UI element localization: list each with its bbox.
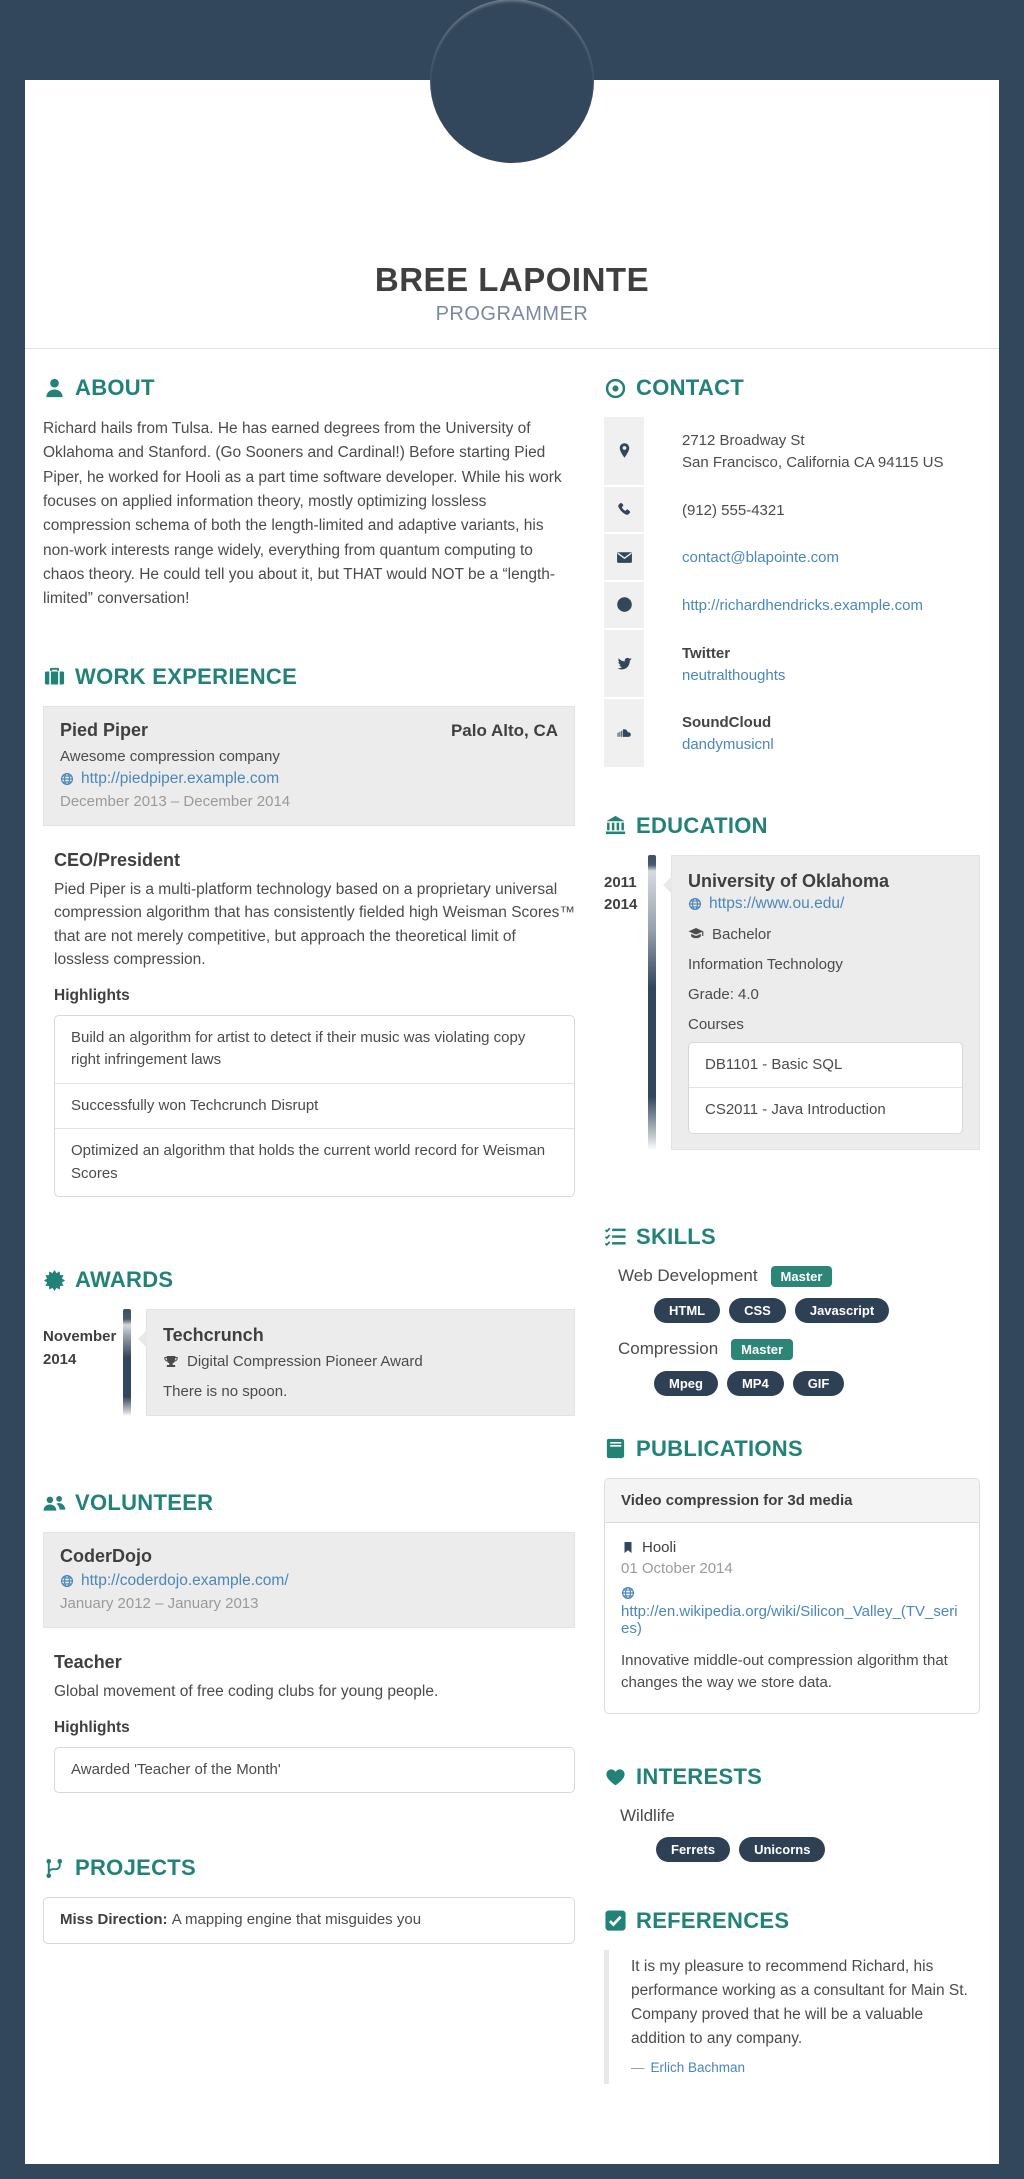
publication-summary: Innovative middle-out compression algorithm that changes the way we store data. (621, 1651, 948, 1692)
twitter-username-link[interactable]: neutralthoughts (682, 666, 786, 684)
projects-list (43, 1897, 575, 1944)
interests-heading (604, 1764, 980, 1790)
projects-heading-label: PROJECTS (75, 1855, 196, 1881)
about-text: Richard hails from Tulsa. He has earned degrees from the University of Oklahoma and Stanford. (Go Sooners and Cardinal!) Before starting Pied Piper, he worked for Hooli as a part time software developer. While his work focuses on applied information theory, mostly optimizing lossless compression schema of both the length-limited and adaptive variants, his non-work interests range widely, everything from quantum computing to chaos theory. He could tell you about it, but THAT would NOT be a “length-limited” conversation! (43, 420, 562, 608)
skill-level-badge: Master (731, 1339, 793, 1360)
education-heading-label: EDUCATION (636, 812, 768, 838)
right-column (604, 375, 980, 2084)
reference-name-link[interactable]: Erlich Bachman (650, 2059, 746, 2075)
twitter-icon (616, 655, 633, 672)
globe-icon (621, 1586, 635, 1600)
position-summary: Pied Piper is a multi-platform technology based on a proprietary universal compression algorithm that has consistently fielded high Weisman Scores™ that are not merely competitive, but approach the theoretical limit of lossless compression. (54, 880, 575, 969)
git-fork-icon (43, 1857, 66, 1880)
envelope-icon (616, 549, 633, 566)
timeline-bar (648, 855, 656, 1150)
interest-tag: Ferrets (656, 1837, 730, 1862)
about-heading (43, 375, 575, 401)
globe-icon (616, 596, 633, 613)
target-icon (604, 377, 627, 400)
soundcloud-icon (616, 725, 633, 742)
company-website-link[interactable]: http://piedpiper.example.com (81, 769, 280, 787)
skills-heading-label: SKILLS (636, 1223, 717, 1249)
company-location: Palo Alto, CA (450, 720, 558, 740)
references-heading-label: REFERENCES (636, 1907, 790, 1933)
interest-tag: Unicorns (739, 1837, 825, 1862)
start-year: 2011 (604, 873, 637, 891)
highlights-label: Highlights (54, 1718, 130, 1736)
website-link[interactable]: http://richardhendricks.example.com (682, 597, 923, 614)
course-item: CS2011 - Java Introduction (689, 1087, 962, 1133)
interest-keywords (604, 1837, 980, 1862)
profile-network: SoundCloud (682, 714, 772, 732)
project-item (44, 1898, 574, 1943)
job-title: PROGRAMMER (435, 303, 589, 325)
volunteer-position-title: Teacher (54, 1652, 122, 1673)
award-card (146, 1309, 575, 1416)
work-dates: December 2013 – December 2014 (60, 792, 291, 810)
contact-row-email (604, 534, 980, 582)
skill-tag: GIF (793, 1371, 845, 1396)
map-pin-icon (616, 442, 633, 459)
section-publications (604, 1436, 980, 1714)
volunteer-heading (43, 1490, 575, 1516)
highlight-item: Successfully won Techcrunch Disrupt (55, 1083, 574, 1129)
timeline-bar (123, 1309, 131, 1416)
email-link[interactable]: contact@blapointe.com (682, 549, 839, 567)
reference-text: It is my pleasure to recommend Richard, his performance working as a consultant for Main St. Company proved that he will be a valuable addition to any company. (631, 1957, 968, 2047)
content-columns (25, 349, 999, 2084)
company-name: Pied Piper (60, 719, 149, 740)
contact-row-twitter (604, 630, 980, 700)
skill-group (604, 1266, 980, 1287)
section-references (604, 1908, 980, 2084)
awards-heading-label: AWARDS (75, 1267, 174, 1293)
work-heading (43, 664, 575, 690)
skill-tag: Mpeg (654, 1371, 718, 1396)
section-awards (43, 1267, 575, 1444)
skill-tag: Javascript (795, 1298, 889, 1323)
volunteer-organization: CoderDojo (60, 1546, 152, 1567)
soundcloud-username-link[interactable]: dandymusicnl (682, 736, 774, 753)
globe-icon (60, 1574, 74, 1588)
globe-icon (60, 772, 74, 786)
work-heading-label: WORK EXPERIENCE (75, 663, 298, 689)
project-name: Miss Direction : (60, 1911, 172, 1928)
task-list-icon (604, 1225, 627, 1248)
work-entry-card (43, 706, 575, 826)
study-area: Information Technology (688, 955, 843, 973)
work-highlights-list (54, 1015, 575, 1198)
publication-title: Video compression for 3d media (605, 1479, 979, 1523)
education-timeline (604, 855, 980, 1178)
interest-group (604, 1806, 980, 1826)
skill-tag: CSS (729, 1298, 786, 1323)
volunteer-heading-label: VOLUNTEER (75, 1490, 214, 1516)
highlight-item: Optimized an algorithm that holds the current world record for Weisman Scores (55, 1128, 574, 1196)
grade: Grade: 4.0 (688, 985, 759, 1003)
position-title: CEO/President (54, 849, 181, 870)
publication-website-link[interactable]: http://en.wikipedia.org/wiki/Silicon_Valley_(TV_series) (621, 1602, 958, 1637)
check-square-icon (604, 1909, 627, 1932)
award-awarder: Techcrunch (163, 1325, 264, 1346)
skills-heading (604, 1224, 980, 1250)
institution-website-link[interactable]: https://www.ou.edu/ (709, 894, 845, 912)
bookmark-icon (621, 1540, 635, 1555)
skill-name: Web Development (618, 1266, 758, 1286)
courses-list (688, 1042, 963, 1134)
section-projects (43, 1855, 575, 1944)
education-card (671, 855, 980, 1150)
award-summary: There is no spoon. (163, 1383, 288, 1401)
page-title: BREE LAPOINTE (374, 261, 650, 298)
section-education (604, 813, 980, 1178)
volunteer-entry-card (43, 1532, 575, 1628)
publications-heading (604, 1436, 980, 1462)
volunteer-position (43, 1652, 575, 1793)
projects-heading (43, 1855, 575, 1881)
heart-icon (604, 1765, 627, 1788)
reference-quote (604, 1950, 980, 2084)
skill-level-badge: Master (771, 1266, 833, 1287)
volunteer-website-link[interactable]: http://coderdojo.example.com/ (81, 1572, 289, 1590)
graduation-cap-icon (688, 926, 704, 942)
award-date: November 2014 (43, 1328, 117, 1368)
briefcase-icon (43, 665, 66, 688)
project-description: A mapping engine that misguides you (171, 1911, 422, 1929)
address-line2: San Francisco, California CA 94115 US (682, 453, 944, 471)
bank-icon (604, 814, 627, 837)
skill-tag: HTML (654, 1298, 720, 1323)
phone-number: (912) 555-4321 (682, 501, 785, 519)
section-about (43, 375, 575, 612)
course-item: DB1101 - Basic SQL (705, 1055, 843, 1073)
institution-name: University of Oklahoma (688, 870, 890, 891)
left-column (43, 375, 575, 1944)
end-year: 2014 (604, 896, 638, 914)
awards-heading (43, 1267, 575, 1293)
education-years (604, 855, 648, 1150)
section-skills (604, 1224, 980, 1396)
award-title: Digital Compression Pioneer Award (187, 1353, 423, 1371)
rosette-icon (43, 1269, 66, 1292)
contact-row-address (604, 417, 980, 487)
attribution-dash: — (631, 2059, 645, 2075)
contact-row-soundcloud (604, 699, 980, 769)
skill-keywords (604, 1298, 980, 1323)
highlights-label: Highlights (54, 986, 130, 1004)
interests-heading-label: INTERESTS (636, 1763, 763, 1789)
trophy-icon (163, 1354, 179, 1370)
contact-heading (604, 375, 980, 401)
education-heading (604, 813, 980, 839)
skill-name: Compression (618, 1339, 719, 1359)
volunteer-highlights-list (54, 1747, 575, 1794)
skill-tag: MP4 (727, 1371, 784, 1396)
awards-timeline (43, 1309, 575, 1444)
section-volunteer (43, 1490, 575, 1793)
people-icon (43, 1492, 66, 1515)
person-icon (43, 377, 66, 400)
book-icon (604, 1437, 627, 1460)
profile-network: Twitter (682, 644, 731, 662)
section-work (43, 664, 575, 1198)
address-line1: 2712 Broadway St (682, 432, 805, 449)
avatar (430, 0, 594, 163)
interest-name: Wildlife (620, 1805, 675, 1825)
volunteer-dates: January 2012 – January 2013 (60, 1595, 259, 1613)
work-position (43, 850, 575, 1198)
contact-row-phone (604, 487, 980, 535)
volunteer-summary: Global movement of free coding clubs for young people. (54, 1683, 439, 1701)
publication-card (604, 1478, 980, 1714)
about-heading-label: ABOUT (75, 375, 155, 400)
contact-row-website (604, 582, 980, 630)
section-contact (604, 375, 980, 769)
highlight-item: Awarded 'Teacher of the Month' (71, 1760, 281, 1778)
degree-type: Bachelor (712, 925, 772, 943)
resume-page (25, 80, 999, 2164)
publications-heading-label: PUBLICATIONS (636, 1435, 803, 1461)
courses-label: Courses (688, 1015, 744, 1033)
skill-group (604, 1339, 980, 1360)
highlight-item: Build an algorithm for artist to detect if their music was violating copy right infringement laws (71, 1028, 526, 1069)
globe-icon (688, 897, 702, 911)
skill-keywords (604, 1371, 980, 1396)
phone-icon (616, 501, 633, 518)
publication-date: 01 October 2014 (621, 1559, 733, 1577)
contact-heading-label: CONTACT (636, 375, 745, 400)
references-heading (604, 1908, 980, 1934)
company-description: Awesome compression company (60, 747, 280, 765)
publisher-name: Hooli (642, 1538, 677, 1556)
section-interests (604, 1764, 980, 1862)
